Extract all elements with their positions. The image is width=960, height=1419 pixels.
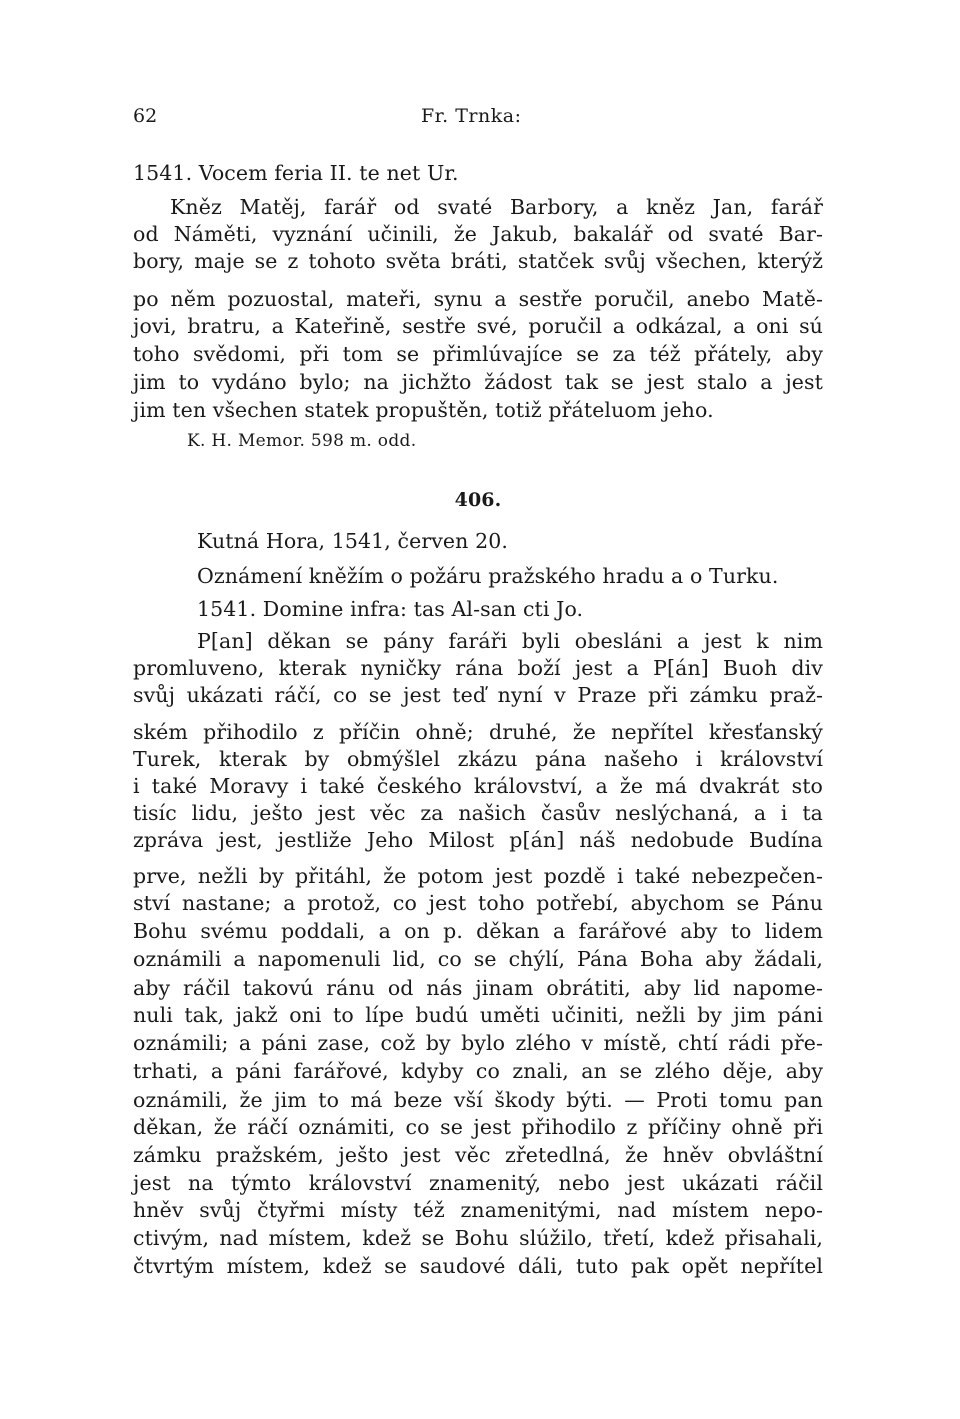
entry-date-line: 1541. Vocem feria II. te net Ur. [133,161,459,185]
body-line: ském přihodilo z příčin ohně; druhé, že nepřítel křesťanský [133,720,823,744]
body-line: Bohu svému poddali, a on p. děkan a farářové aby to lidem [133,919,823,943]
body-line: jim ten všechen statek propuštěn, totiž přáteluom jeho. [133,398,714,422]
body-line: oznámili; a páni zase, což by bylo zlého v místě, chtí rádi pře- [133,1031,823,1055]
body-line: aby ráčil takovú ránu od nás jinam obrátiti, aby lid napome- [133,976,823,1000]
page-header [133,102,823,130]
body-line: po něm pozuostal, mateři, synu a sestře poručil, anebo Matě- [133,287,823,311]
body-line: zámku pražském, ješto jest věc zřetedlná, že hněv obvláštní [133,1143,823,1167]
document-number: 406. [454,489,502,511]
body-line: P[an] děkan se pány faráři byli obesláni a jest k nim [197,629,823,653]
body-line: oznámili, že jim to má beze vší škody býti. — Proti tomu pan [133,1088,823,1112]
body-line: toho svědomi, při tom se přimlúvajíce se za též přátely, aby [133,342,823,366]
body-line: trhati, a páni farářové, kdyby co znali, an se zlého děje, aby [133,1059,823,1083]
body-line: oznámili a napomenuli lid, co se chýlí, Pána Boha aby žádali, [133,947,823,971]
body-line: jovi, bratru, a Kateřině, sestře své, poručil a odkázal, a oni sú [133,314,823,338]
body-line: jim to vydáno bylo; na jichžto žádost tak se jest stalo a jest [133,370,823,394]
body-line: promluveno, kterak nyničky rána boží jest a P[án] Buoh div [133,656,823,680]
body-line: děkan, že ráčí oznámiti, co se jest přihodilo z příčiny ohně při [133,1115,823,1139]
document-summary: Oznámení kněžím o požáru pražského hradu a o Turku. [197,564,779,588]
body-line: Kněz Matěj, farář od svaté Barbory, a kněz Jan, farář [170,195,823,219]
body-line: Turek, kterak by obmýšlel zkázu pána našeho i království [133,747,823,771]
place-date: Kutná Hora, 1541, červen 20. [197,529,508,553]
body-line: zpráva jest, jestliže Jeho Milost p[án] náš nedobude Budína [133,828,823,852]
body-line: hněv svůj čtyřmi místy též znamenitými, nad místem nepo- [133,1198,823,1222]
source-reference: K. H. Memor. 598 m. odd. [187,431,417,451]
body-line: čtvrtým místem, kdež se saudové dáli, tuto pak opět nepřítel [133,1254,823,1278]
body-line: ství nastane; a protož, co jest toho potřebí, abychom se Pánu [133,891,823,915]
body-line: jest na týmto království znamenitý, nebo jest ukázati ráčil [133,1171,823,1195]
body-line: svůj ukázati ráčí, co se jest teď nyní v Praze při zámku praž- [133,683,823,707]
body-line: ctivým, nad místem, kdež se Bohu slúžilo, třetí, kdež přisahali, [133,1226,823,1250]
body-line: prve, nežli by přitáhl, že potom jest pozdě i také nebezpečen- [133,864,823,888]
document-page [133,0,823,1419]
running-head: Fr. Trnka: [421,105,522,127]
body-line: tisíc lidu, ješto jest věc za našich časův neslýchaná, a i ta [133,801,823,825]
page-number: 62 [133,105,158,127]
body-line: bory, maje se z tohoto světa bráti, statček svůj všechen, kterýž [133,249,823,273]
body-line: nuli tak, jakž oni to lípe budú uměti učiniti, nežli by jim páni [133,1003,823,1027]
entry-date-line: 1541. Domine infra: tas Al-san cti Jo. [197,597,584,621]
body-line: i také Moravy i také českého království, a že má dvakrát sto [133,774,823,798]
body-line: od Náměti, vyznání učinili, že Jakub, bakalář od svaté Bar- [133,222,823,246]
